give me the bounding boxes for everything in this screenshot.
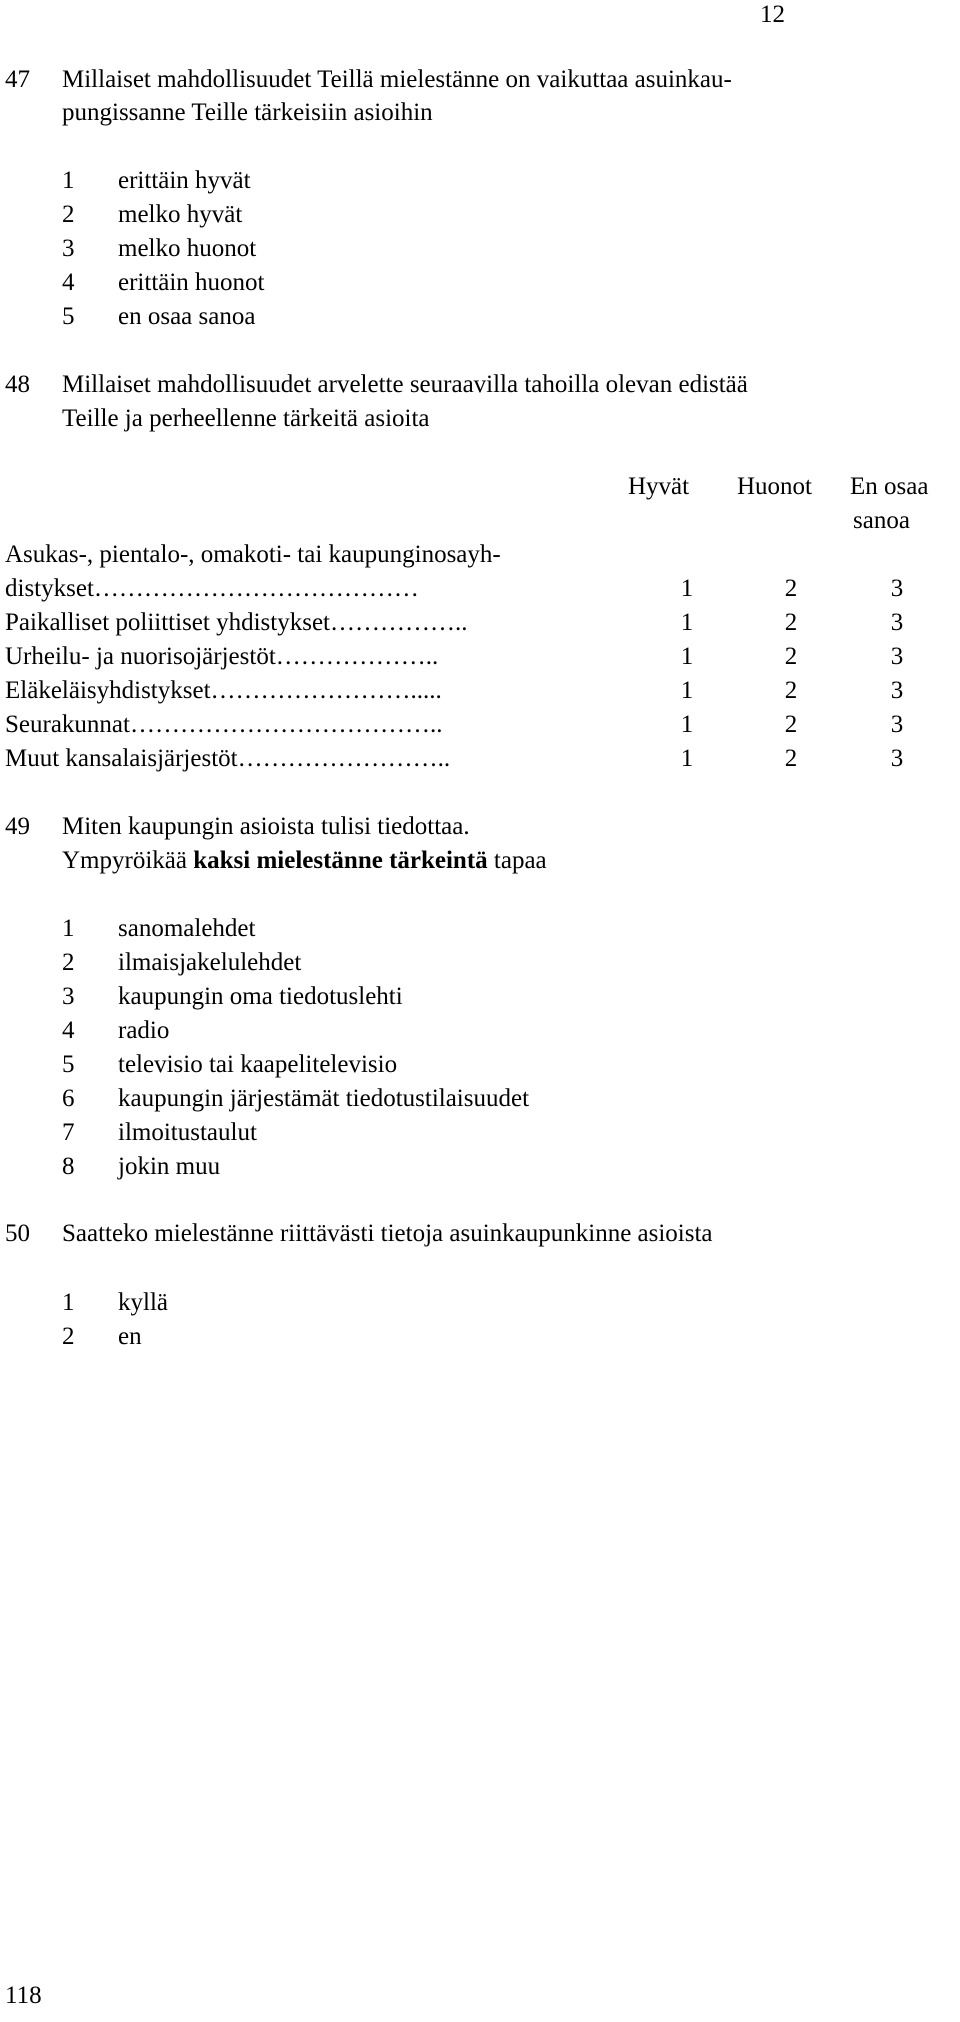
- rating-cell: 3: [890, 677, 904, 704]
- rating-cell: 2: [784, 643, 798, 670]
- option-label: kaupungin järjestämät tiedotustilaisuudet: [118, 1085, 530, 1112]
- option-label: ilmaisjakelulehdet: [118, 949, 302, 976]
- option-number: 3: [62, 235, 75, 262]
- rating-cell: 2: [784, 745, 798, 772]
- footer-page-number: 118: [5, 1982, 42, 2009]
- option-label: erittäin huonot: [118, 269, 265, 296]
- rating-cell: 1: [680, 643, 694, 670]
- rating-cell: 1: [680, 575, 694, 602]
- option-label: erittäin hyvät: [118, 167, 251, 194]
- instruction-text: tapaa: [487, 847, 547, 874]
- option-number: 5: [62, 1051, 75, 1078]
- instruction-text: Ympyröikää: [62, 847, 194, 874]
- rating-cell: 3: [890, 609, 904, 636]
- rating-cell: 3: [890, 643, 904, 670]
- rating-cell: 2: [784, 711, 798, 738]
- option-number: 1: [62, 915, 75, 942]
- rating-cell: 3: [890, 745, 904, 772]
- column-header: Hyvät: [628, 473, 690, 500]
- option-number: 5: [62, 303, 75, 330]
- question-number: 47: [5, 66, 30, 93]
- question-text: Millaiset mahdollisuudet arvelette seuraavilla tahoilla olevan edistää: [62, 371, 748, 398]
- option-number: 3: [62, 983, 75, 1010]
- row-label: Eläkeläisyhdistykset…………………….....: [5, 677, 442, 704]
- instruction-emphasis: kaksi mielestänne tärkeintä: [193, 847, 488, 874]
- option-label: en: [118, 1323, 142, 1350]
- row-label: distykset…………………………………: [5, 575, 419, 602]
- question-number: 50: [5, 1220, 30, 1247]
- option-number: 8: [62, 1153, 75, 1180]
- option-number: 1: [62, 1289, 75, 1316]
- rating-cell: 1: [680, 745, 694, 772]
- rating-cell: 2: [784, 609, 798, 636]
- question-instruction: [62, 848, 547, 873]
- page-number: 12: [760, 1, 785, 28]
- rating-cell: 2: [784, 575, 798, 602]
- column-header: Huonot: [737, 473, 812, 500]
- question-number: 48: [5, 371, 30, 398]
- rating-cell: 3: [890, 711, 904, 738]
- column-header: sanoa: [853, 507, 910, 534]
- rating-cell: 2: [784, 677, 798, 704]
- option-label: sanomalehdet: [118, 915, 256, 942]
- rating-cell: 1: [680, 609, 694, 636]
- row-label: Muut kansalaisjärjestöt……………………..: [5, 745, 451, 772]
- option-number: 4: [62, 1017, 75, 1044]
- option-label: jokin muu: [118, 1153, 221, 1180]
- row-label: Paikalliset poliittiset yhdistykset……………..: [5, 609, 468, 636]
- option-number: 6: [62, 1085, 75, 1112]
- option-label: kyllä: [118, 1289, 168, 1316]
- option-label: melko hyvät: [118, 201, 243, 228]
- rating-cell: 1: [680, 677, 694, 704]
- option-number: 1: [62, 167, 75, 194]
- option-number: 2: [62, 1323, 75, 1350]
- row-label: Urheilu- ja nuorisojärjestöt………………..: [5, 643, 439, 670]
- option-label: melko huonot: [118, 235, 257, 262]
- option-number: 2: [62, 949, 75, 976]
- question-text: Millaiset mahdollisuudet Teillä mielestänne on vaikuttaa asuinkau-: [62, 66, 732, 93]
- option-number: 2: [62, 201, 75, 228]
- rating-cell: 1: [680, 711, 694, 738]
- question-text: pungissanne Teille tärkeisiin asioihin: [62, 99, 433, 126]
- question-text: Saatteko mielestänne riittävästi tietoja asuinkaupunkinne asioista: [62, 1220, 713, 1247]
- row-label: Seurakunnat………………………………..: [5, 711, 443, 738]
- question-text: Teille ja perheellenne tärkeitä asioita: [62, 405, 430, 432]
- option-label: en osaa sanoa: [118, 303, 256, 330]
- row-label: Asukas-, pientalo-, omakoti- tai kaupunginosayh-: [5, 541, 501, 568]
- question-number: 49: [5, 813, 30, 840]
- rating-cell: 3: [890, 575, 904, 602]
- option-label: kaupungin oma tiedotuslehti: [118, 983, 403, 1010]
- option-label: ilmoitustaulut: [118, 1119, 257, 1146]
- option-number: 7: [62, 1119, 75, 1146]
- column-header: En osaa: [850, 473, 929, 500]
- option-number: 4: [62, 269, 75, 296]
- question-text: Miten kaupungin asioista tulisi tiedottaa.: [62, 813, 470, 840]
- option-label: radio: [118, 1017, 170, 1044]
- option-label: televisio tai kaapelitelevisio: [118, 1051, 398, 1078]
